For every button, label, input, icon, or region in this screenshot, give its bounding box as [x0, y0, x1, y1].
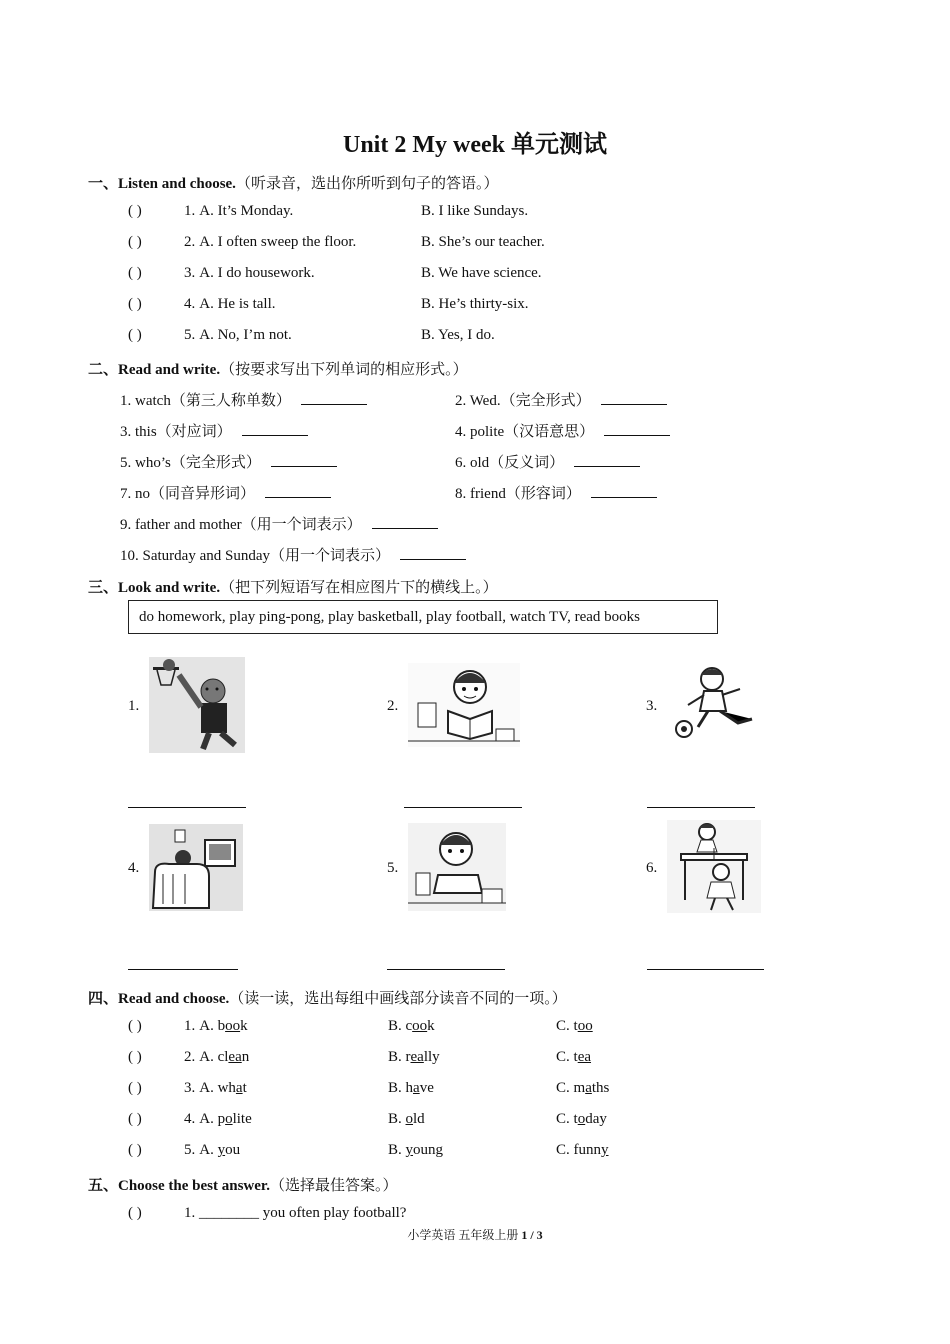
- word-prompt: 9. father and mother（用一个词表示）: [120, 517, 362, 533]
- item-number: 3.: [184, 1080, 196, 1096]
- listen-item: [128, 203, 293, 220]
- word-item: [120, 482, 331, 503]
- answer-paren[interactable]: ( ): [128, 1080, 142, 1096]
- option-c: C. maths: [556, 1080, 610, 1096]
- option-b: B. have: [388, 1080, 434, 1096]
- option-c: C. too: [556, 1018, 593, 1034]
- football-picture: [668, 665, 762, 743]
- answer-paren[interactable]: ( ): [128, 265, 142, 281]
- underlined-letters: oo: [412, 1018, 428, 1034]
- option-a: A. what: [199, 1080, 247, 1096]
- word-item: [120, 451, 337, 472]
- word-item: [455, 420, 670, 441]
- answer-line-2[interactable]: [404, 807, 522, 808]
- word-item: [455, 482, 657, 503]
- underlined-letters: o: [577, 1111, 586, 1127]
- answer-blank[interactable]: [372, 516, 438, 529]
- answer-line-6[interactable]: [647, 969, 764, 970]
- section-5-heading: 五、Choose the best answer.（选择最佳答案。）: [88, 1178, 398, 1194]
- word-item: [455, 389, 667, 410]
- answer-blank[interactable]: [574, 454, 640, 467]
- answer-blank[interactable]: [591, 485, 657, 498]
- word-item: [120, 513, 438, 534]
- option-a: A. I do housework.: [199, 265, 315, 281]
- underlined-letters: y: [405, 1142, 414, 1158]
- option-b: B. really: [388, 1049, 440, 1065]
- option-a: A. you: [199, 1142, 241, 1158]
- option-b: B. We have science.: [421, 265, 542, 281]
- word-prompt: 7. no（同音异形词）: [120, 486, 256, 502]
- page-footer: 小学英语 五年级上册 1 / 3: [407, 1228, 543, 1242]
- ping-pong-picture: [667, 820, 761, 913]
- option-a: A. It’s Monday.: [199, 203, 294, 219]
- item-number: 5.: [184, 1142, 196, 1158]
- answer-line-3[interactable]: [647, 807, 755, 808]
- answer-paren[interactable]: ( ): [128, 1018, 142, 1034]
- underlined-letters: ea: [410, 1049, 424, 1065]
- option-b: B. young: [388, 1142, 444, 1158]
- option-c: C. today: [556, 1111, 607, 1127]
- option-a: A. book: [199, 1018, 248, 1034]
- item-number: 3.: [184, 265, 196, 281]
- option-b: B. old: [388, 1111, 425, 1127]
- answer-blank[interactable]: [601, 392, 667, 405]
- answer-paren[interactable]: ( ): [128, 1111, 142, 1127]
- answer-paren[interactable]: ( ): [128, 234, 142, 250]
- underlined-letters: a: [235, 1080, 243, 1096]
- option-b: B. cook: [388, 1018, 435, 1034]
- word-prompt: 2. Wed.（完全形式）: [455, 393, 591, 409]
- watch-tv-picture: [149, 824, 243, 911]
- word-item: [120, 389, 367, 410]
- picture-label-1: 1.: [128, 698, 140, 714]
- answer-paren[interactable]: ( ): [128, 327, 142, 343]
- underlined-letters: o: [405, 1111, 414, 1127]
- underlined-letters: ea: [577, 1049, 592, 1065]
- option-a: A. No, I’m not.: [199, 327, 292, 343]
- word-prompt: 6. old（反义词）: [455, 455, 565, 471]
- answer-blank[interactable]: [271, 454, 337, 467]
- word-prompt: 4. polite（汉语意思）: [455, 424, 595, 440]
- phrase-box: [128, 600, 718, 634]
- item-number: 5.: [184, 327, 196, 343]
- answer-line-5[interactable]: [387, 969, 505, 970]
- picture-label-5: 5.: [387, 860, 399, 876]
- answer-blank[interactable]: [242, 423, 308, 436]
- item-number: 2.: [184, 1049, 196, 1065]
- section-1-heading: 一、Listen and choose.（听录音，选出你所听到句子的答语。）: [88, 176, 499, 192]
- answer-blank[interactable]: [400, 547, 466, 560]
- answer-paren[interactable]: ( ): [128, 296, 142, 312]
- picture-label-2: 2.: [387, 698, 399, 714]
- option-b: B. I like Sundays.: [421, 203, 529, 219]
- underlined-letters: y: [217, 1142, 226, 1158]
- option-b: B. Yes, I do.: [421, 327, 495, 343]
- option-a: A. He is tall.: [199, 296, 276, 312]
- picture-label-6: 6.: [646, 860, 658, 876]
- section-4-heading: 四、Read and choose.（读一读，选出每组中画线部分读音不同的一项。）: [88, 991, 567, 1007]
- phonics-item: [128, 1080, 247, 1097]
- answer-blank[interactable]: [604, 423, 670, 436]
- option-c: C. funny: [556, 1142, 609, 1158]
- underlined-letters: o: [225, 1111, 233, 1127]
- phonics-item: [128, 1049, 249, 1066]
- option-b: B. She’s our teacher.: [421, 234, 545, 250]
- word-prompt: 5. who’s（完全形式）: [120, 455, 261, 471]
- read-books-picture: [408, 663, 520, 747]
- phonics-item: [128, 1142, 240, 1159]
- answer-line-4[interactable]: [128, 969, 238, 970]
- section-5-item-1: ( ) 1. ________ you often play football?: [128, 1205, 407, 1221]
- item-number: 4.: [184, 296, 196, 312]
- underlined-letters: a: [413, 1080, 420, 1096]
- item-number: 4.: [184, 1111, 196, 1127]
- listen-item: [128, 327, 292, 344]
- underlined-letters: oo: [225, 1018, 241, 1034]
- word-item: [120, 420, 308, 441]
- word-item: [120, 544, 466, 565]
- item-number: 1.: [184, 1018, 196, 1034]
- word-prompt: 1. watch（第三人称单数）: [120, 393, 291, 409]
- item-number: 2.: [184, 234, 196, 250]
- answer-paren[interactable]: ( ): [128, 1142, 142, 1158]
- phonics-item: [128, 1018, 248, 1035]
- word-prompt: 3. this（对应词）: [120, 424, 232, 440]
- page-title: Unit 2 My week 单元测试: [343, 132, 607, 158]
- section-3-heading: 三、Look and write.（把下列短语写在相应图片下的横线上。）: [88, 580, 498, 596]
- do-homework-picture: [408, 823, 506, 911]
- answer-paren[interactable]: ( ): [128, 1049, 142, 1065]
- section-2-heading: 二、Read and write.（按要求写出下列单词的相应形式。）: [88, 362, 468, 378]
- word-prompt: 10. Saturday and Sunday（用一个词表示）: [120, 548, 390, 564]
- answer-paren[interactable]: ( ): [128, 1205, 142, 1221]
- underlined-letters: y: [601, 1142, 609, 1158]
- answer-blank[interactable]: [265, 485, 331, 498]
- option-a: A. I often sweep the floor.: [199, 234, 357, 250]
- underlined-letters: oo: [577, 1018, 593, 1034]
- listen-item: [128, 234, 356, 251]
- picture-label-3: 3.: [646, 698, 658, 714]
- answer-paren[interactable]: ( ): [128, 203, 142, 219]
- underlined-letters: a: [585, 1080, 592, 1096]
- answer-blank[interactable]: [301, 392, 367, 405]
- listen-item: [128, 296, 276, 313]
- listen-item: [128, 265, 315, 282]
- word-prompt: 8. friend（形容词）: [455, 486, 581, 502]
- picture-label-4: 4.: [128, 860, 140, 876]
- option-c: C. tea: [556, 1049, 592, 1065]
- option-a: A. polite: [199, 1111, 252, 1127]
- phrase-box-text: do homework, play ping-pong, play basketball, play football, watch TV, read books: [139, 609, 641, 625]
- phonics-item: [128, 1111, 252, 1128]
- underlined-letters: ea: [228, 1049, 242, 1065]
- answer-line-1[interactable]: [128, 807, 246, 808]
- basketball-picture: [149, 657, 245, 753]
- word-item: [455, 451, 640, 472]
- item-number: 1.: [184, 203, 196, 219]
- option-b: B. He’s thirty-six.: [421, 296, 529, 312]
- option-a: A. clean: [199, 1049, 250, 1065]
